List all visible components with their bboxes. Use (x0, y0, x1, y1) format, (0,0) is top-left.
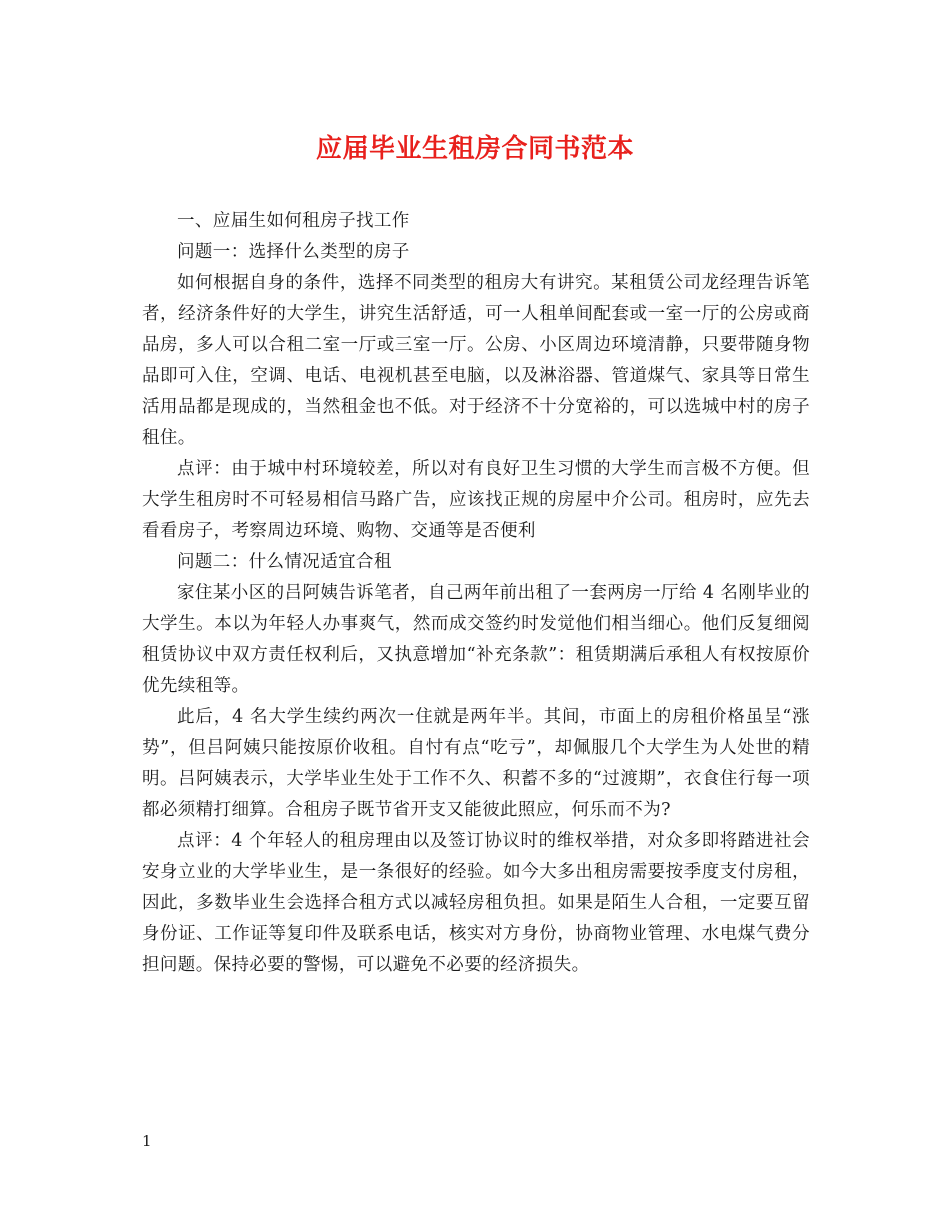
section-heading: 一、应届生如何租房子找工作 (177, 211, 410, 231)
body-paragraph: 此后，4 名大学生续约两次一住就是两年半。其间，市面上的房租价格虽呈“涨势”，但吕阿姨只能按原价收租。自忖有点“吃亏”，却佩服几个大学生为人处世的精明。吕阿姨表示，大学毕业生处于工作不久、积蓄不多的“过渡期”，衣食住行每一项都必须精打细算。合租房子既节省开支又能彼此照应，何乐而不为? (142, 707, 810, 820)
document-body (142, 206, 810, 981)
document-title: 应届毕业生租房合同书范本 (315, 134, 634, 164)
body-paragraph: 家住某小区的吕阿姨告诉笔者，自己两年前出租了一套两房一厅给 4 名刚毕业的大学生。本以为年轻人办事爽气，然而成交签约时发觉他们相当细心。他们反复细阅租赁协议中双方责任权利后，又执意增加“补充条款”：租赁期满后承租人有权按原价优先续租等。 (142, 583, 810, 696)
question-heading-2: 问题二：什么情况适宜合租 (177, 552, 392, 572)
question-heading-1: 问题一：选择什么类型的房子 (177, 242, 410, 262)
page-number: 1 (142, 1132, 152, 1150)
commentary-paragraph-2: 点评：4 个年轻人的租房理由以及签订协议时的维权举措，对众多即将踏进社会安身立业的大学毕业生，是一条很好的经验。如今大多出租房需要按季度支付房租，因此，多数毕业生会选择合租方式以减轻房租负担。如果是陌生人合租，一定要互留身份证、工作证等复印件及联系电话，核实对方身份，协商物业管理、水电煤气费分担问题。保持必要的警惕，可以避免不必要的经济损失。 (142, 831, 810, 975)
body-paragraph: 如何根据自身的条件，选择不同类型的租房大有讲究。某租赁公司龙经理告诉笔者，经济条件好的大学生，讲究生活舒适，可一人租单间配套或一室一厅的公房或商品房，多人可以合租二室一厅或三室一厅。公房、小区周边环境清静，只要带随身物品即可入住，空调、电话、电视机甚至电脑，以及淋浴器、管道煤气、家具等日常生活用品都是现成的，当然租金也不低。对于经济不十分宽裕的，可以选城中村的房子租住。 (142, 273, 810, 448)
commentary-paragraph-1: 点评：由于城中村环境较差，所以对有良好卫生习惯的大学生而言极不方便。但大学生租房时不可轻易相信马路广告，应该找正规的房屋中介公司。租房时，应先去看看房子，考察周边环境、购物、交通等是否便利 (142, 459, 810, 541)
